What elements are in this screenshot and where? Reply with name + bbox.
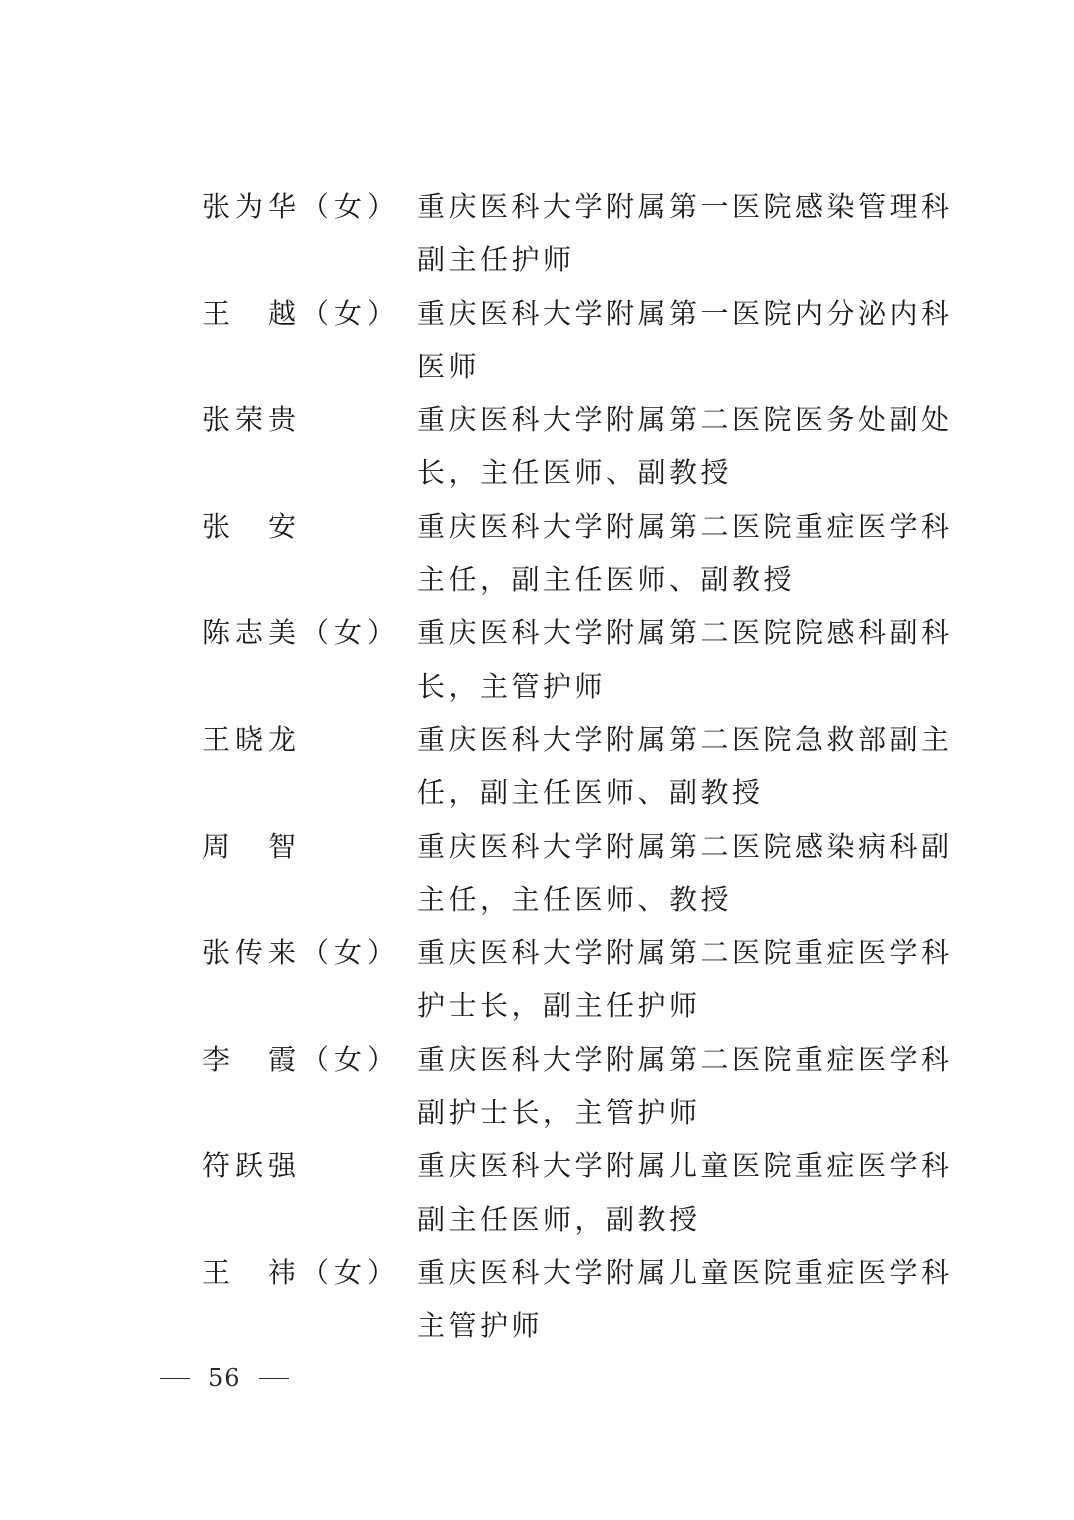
- position-line: 重庆医科大学附属儿童医院重症医学科: [417, 1255, 953, 1289]
- position-line: 重庆医科大学附属第二医院感染病科副: [417, 829, 953, 863]
- list-item: [202, 820, 953, 927]
- person-name: 王 越（女）: [202, 296, 401, 330]
- position-line: 重庆医科大学附属第二医院急救部副主: [417, 722, 953, 756]
- person-name: 王晓龙: [202, 722, 302, 756]
- position-line: 重庆医科大学附属儿童医院重症医学科: [417, 1149, 953, 1183]
- position-line: 任，副主任医师、副教授: [417, 776, 764, 810]
- list-item: [202, 287, 953, 394]
- person-position: [417, 1246, 953, 1353]
- position-line: 副主任医师，副教授: [417, 1202, 701, 1236]
- personnel-list: [202, 180, 953, 1353]
- person-name: 王 祎（女）: [202, 1255, 401, 1289]
- position-line: 重庆医科大学附属第二医院医务处副处: [417, 403, 953, 437]
- position-line: 医师: [417, 349, 481, 383]
- person-position: [417, 500, 953, 607]
- position-line: 主任，副主任医师、副教授: [417, 563, 796, 597]
- list-item: [202, 1246, 953, 1353]
- position-line: 主管护师: [417, 1309, 544, 1343]
- person-name: 陈志美（女）: [202, 616, 401, 650]
- list-item: [202, 500, 953, 607]
- list-item: [202, 926, 953, 1033]
- person-name: 李 霞（女）: [202, 1042, 401, 1076]
- position-line: 副主任护师: [417, 243, 575, 277]
- list-item: [202, 1033, 953, 1140]
- page-number: 56: [208, 1364, 241, 1392]
- footer-dash-right: [259, 1378, 289, 1379]
- position-line: 重庆医科大学附属第二医院重症医学科: [417, 1042, 953, 1076]
- position-line: 护士长，副主任护师: [417, 989, 701, 1023]
- position-line: 重庆医科大学附属第一医院内分泌内科: [417, 296, 953, 330]
- person-position: [417, 606, 953, 713]
- list-item: [202, 713, 953, 820]
- person-position: [417, 926, 953, 1033]
- position-line: 长，主任医师、副教授: [417, 456, 733, 490]
- person-position: [417, 820, 953, 927]
- list-item: [202, 393, 953, 500]
- list-item: [202, 180, 953, 287]
- person-position: [417, 287, 953, 394]
- list-item: [202, 1139, 953, 1246]
- position-line: 重庆医科大学附属第一医院感染管理科: [417, 190, 953, 223]
- person-name: 周 智: [202, 829, 302, 863]
- position-line: 重庆医科大学附属第二医院重症医学科: [417, 509, 953, 543]
- person-name: 符跃强: [202, 1149, 302, 1183]
- person-name: 张荣贵: [202, 403, 302, 437]
- position-line: 重庆医科大学附属第二医院重症医学科: [417, 936, 953, 970]
- position-line: 重庆医科大学附属第二医院院感科副科: [417, 616, 953, 650]
- position-line: 主任，主任医师、教授: [417, 882, 733, 916]
- position-line: 长，主管护师: [417, 669, 607, 703]
- person-name: 张传来（女）: [202, 936, 401, 970]
- person-position: [417, 713, 953, 820]
- person-name: 张 安: [202, 509, 302, 543]
- person-position: [417, 393, 953, 500]
- page-footer: [160, 1360, 289, 1396]
- person-position: [417, 1139, 953, 1246]
- position-line: 副护士长，主管护师: [417, 1096, 701, 1130]
- footer-dash-left: [160, 1378, 190, 1379]
- person-position: [417, 1033, 953, 1140]
- person-position: [417, 180, 953, 287]
- list-item: [202, 606, 953, 713]
- person-name: 张为华（女）: [202, 190, 401, 223]
